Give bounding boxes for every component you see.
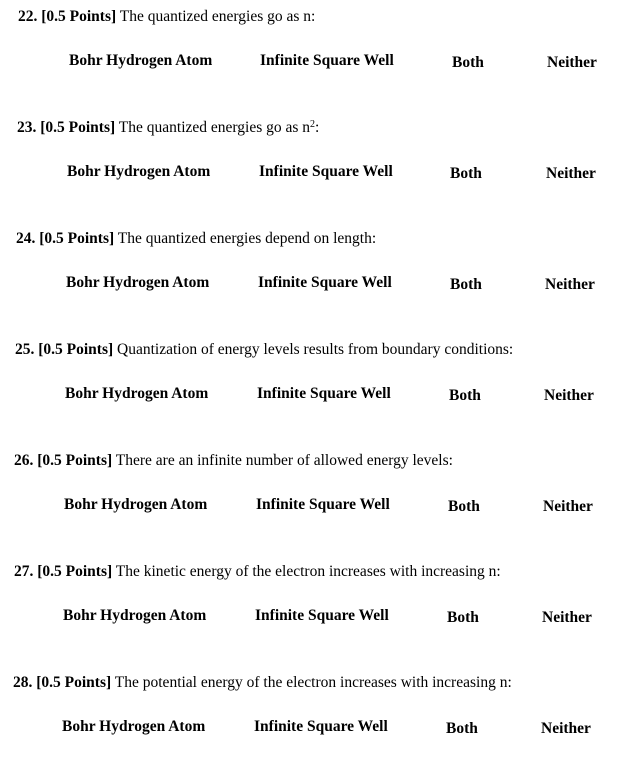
option-infinite-square-well[interactable]: Infinite Square Well bbox=[260, 52, 394, 69]
question-number: 22. bbox=[18, 8, 38, 25]
option-neither[interactable]: Neither bbox=[542, 609, 592, 626]
option-both[interactable]: Both bbox=[446, 720, 478, 737]
option-bohr-hydrogen-atom[interactable]: Bohr Hydrogen Atom bbox=[66, 274, 210, 291]
question-stem bbox=[18, 8, 315, 26]
question-text: There are an infinite number of allowed energy levels: bbox=[115, 452, 453, 469]
option-neither[interactable]: Neither bbox=[541, 720, 591, 737]
option-neither[interactable]: Neither bbox=[547, 54, 597, 71]
question-number: 25. bbox=[15, 341, 35, 358]
option-neither[interactable]: Neither bbox=[545, 276, 595, 293]
question-superscript: 2 bbox=[310, 119, 316, 130]
question-stem bbox=[17, 119, 319, 137]
question-text: The potential energy of the electron increases with increasing n: bbox=[114, 674, 512, 691]
option-infinite-square-well[interactable]: Infinite Square Well bbox=[255, 607, 389, 624]
option-bohr-hydrogen-atom[interactable]: Bohr Hydrogen Atom bbox=[63, 607, 207, 624]
option-neither[interactable]: Neither bbox=[546, 165, 596, 182]
option-infinite-square-well[interactable]: Infinite Square Well bbox=[259, 163, 393, 180]
option-neither[interactable]: Neither bbox=[543, 498, 593, 515]
option-infinite-square-well[interactable]: Infinite Square Well bbox=[258, 274, 392, 291]
question-stem bbox=[14, 563, 501, 581]
option-bohr-hydrogen-atom[interactable]: Bohr Hydrogen Atom bbox=[67, 163, 211, 180]
question-stem bbox=[14, 452, 453, 470]
option-both[interactable]: Both bbox=[450, 276, 482, 293]
option-bohr-hydrogen-atom[interactable]: Bohr Hydrogen Atom bbox=[69, 52, 213, 69]
question-text: The quantized energies go as n: bbox=[119, 8, 316, 25]
option-both[interactable]: Both bbox=[452, 54, 484, 71]
question-points: [0.5 Points] bbox=[39, 230, 115, 247]
question-text: The quantized energies go as n bbox=[118, 119, 311, 136]
question-points: [0.5 Points] bbox=[36, 674, 112, 691]
question-number: 23. bbox=[17, 119, 37, 136]
option-both[interactable]: Both bbox=[448, 498, 480, 515]
question-points: [0.5 Points] bbox=[40, 119, 116, 136]
question-number: 26. bbox=[14, 452, 34, 469]
question-points: [0.5 Points] bbox=[37, 452, 113, 469]
question-24 bbox=[0, 230, 644, 340]
option-bohr-hydrogen-atom[interactable]: Bohr Hydrogen Atom bbox=[62, 718, 206, 735]
question-number: 27. bbox=[14, 563, 34, 580]
option-infinite-square-well[interactable]: Infinite Square Well bbox=[254, 718, 388, 735]
question-points: [0.5 Points] bbox=[38, 341, 114, 358]
option-bohr-hydrogen-atom[interactable]: Bohr Hydrogen Atom bbox=[65, 385, 209, 402]
option-infinite-square-well[interactable]: Infinite Square Well bbox=[256, 496, 390, 513]
option-neither[interactable]: Neither bbox=[544, 387, 594, 404]
question-25 bbox=[0, 341, 644, 451]
question-number: 28. bbox=[13, 674, 33, 691]
question-22 bbox=[0, 8, 644, 118]
option-both[interactable]: Both bbox=[447, 609, 479, 626]
option-bohr-hydrogen-atom[interactable]: Bohr Hydrogen Atom bbox=[64, 496, 208, 513]
option-infinite-square-well[interactable]: Infinite Square Well bbox=[257, 385, 391, 402]
question-text-end: : bbox=[315, 119, 320, 136]
question-points: [0.5 Points] bbox=[41, 8, 117, 25]
question-number: 24. bbox=[16, 230, 36, 247]
question-28 bbox=[0, 674, 644, 784]
option-both[interactable]: Both bbox=[450, 165, 482, 182]
question-27 bbox=[0, 563, 644, 673]
question-text: The quantized energies depend on length: bbox=[117, 230, 377, 247]
question-stem bbox=[16, 230, 376, 248]
question-26 bbox=[0, 452, 644, 562]
question-stem bbox=[15, 341, 513, 359]
question-points: [0.5 Points] bbox=[37, 563, 113, 580]
question-23 bbox=[0, 119, 644, 229]
question-text: Quantization of energy levels results from boundary conditions: bbox=[117, 341, 514, 358]
question-text: The kinetic energy of the electron increases with increasing n: bbox=[115, 563, 501, 580]
question-stem bbox=[13, 674, 512, 692]
option-both[interactable]: Both bbox=[449, 387, 481, 404]
